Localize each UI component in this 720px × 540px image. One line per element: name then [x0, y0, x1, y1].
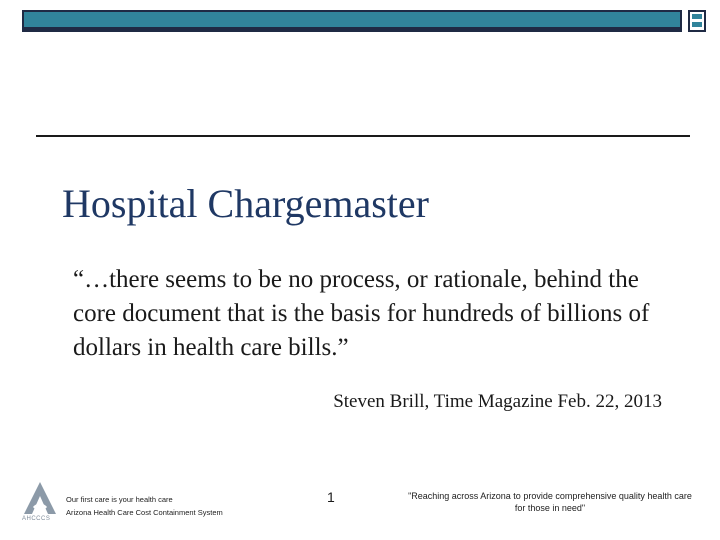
header-bar-stripe: [24, 27, 680, 30]
divider-rule: [36, 135, 690, 137]
corner-box-cell: [692, 14, 702, 19]
footer-mission: "Reaching across Arizona to provide comprehensive quality health care for those in need": [408, 491, 692, 513]
header-corner-box: [688, 10, 706, 32]
quote-attribution: Steven Brill, Time Magazine Feb. 22, 2013: [333, 391, 662, 412]
logo-text: AHCCCS: [22, 516, 51, 522]
header-bar: [22, 10, 682, 32]
slide-title: Hospital Chargemaster: [62, 181, 429, 226]
page-number: 1: [327, 489, 335, 505]
footer-tagline: Our first care is your health care: [66, 495, 173, 504]
footer-left: [66, 493, 223, 519]
footer-org-name: Arizona Health Care Cost Containment System: [66, 508, 223, 517]
corner-box-cell: [692, 22, 702, 27]
slide-quote: “…there seems to be no process, or rationale, behind the core document that is the basis for hundreds of billions of dollars in health care bills.”: [73, 266, 650, 361]
